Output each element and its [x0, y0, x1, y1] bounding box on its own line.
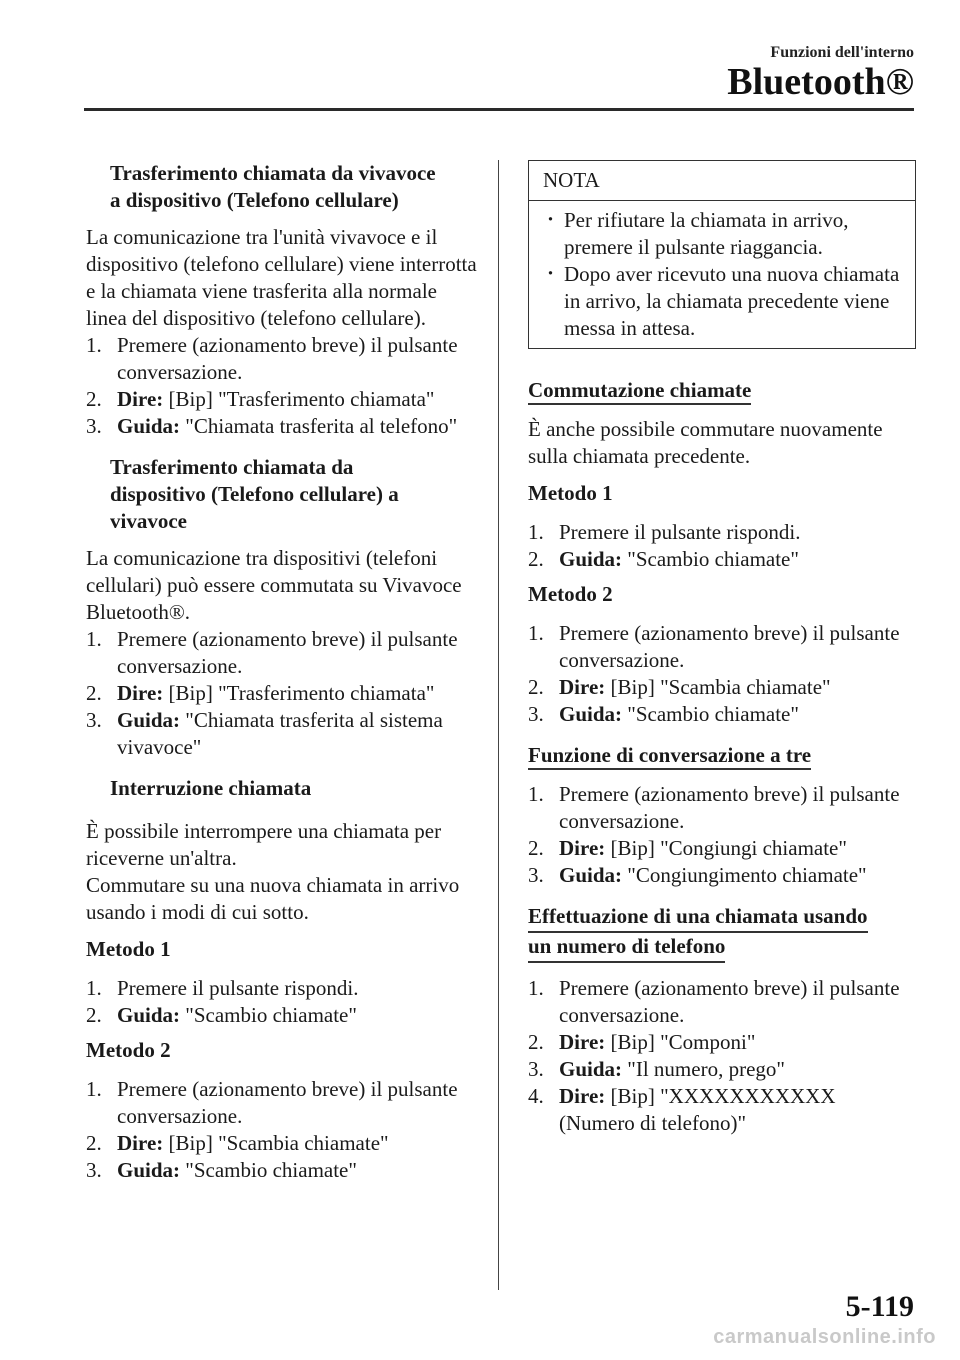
heading-three-way-call	[528, 742, 916, 769]
note-item	[543, 207, 901, 261]
step-number: 3.	[528, 863, 544, 887]
step-text: Premere (azionamento breve) il pulsante conversazione.	[117, 333, 458, 384]
section-title-line: a dispositivo (Telefono cellulare)	[110, 188, 399, 212]
step-text: "Scambio chiamate"	[180, 1158, 357, 1182]
step-text: Premere il pulsante rispondi.	[559, 520, 801, 544]
step-text: Premere (azionamento breve) il pulsante conversazione.	[559, 621, 900, 672]
list-item	[528, 1029, 916, 1056]
step-text: Premere (azionamento breve) il pulsante conversazione.	[559, 782, 900, 833]
method-label: Metodo 2	[528, 582, 613, 606]
list-item	[86, 386, 478, 413]
step-text: [Bip] "Scambia chiamate"	[605, 675, 831, 699]
header-title: Bluetooth®	[727, 61, 914, 103]
note-item	[543, 261, 901, 342]
section-title-line: Trasferimento chiamata da vivavoce	[110, 161, 436, 185]
step-text: [Bip] "Congiungi chiamate"	[605, 836, 847, 860]
step-keyword: Dire:	[117, 681, 164, 705]
step-list	[528, 519, 916, 573]
paragraph: È possibile interrompere una chiamata per riceverne un'altra.	[86, 819, 442, 870]
step-keyword: Dire:	[117, 387, 164, 411]
step-text: Premere (azionamento breve) il pulsante conversazione.	[559, 976, 900, 1027]
step-number: 1.	[86, 627, 102, 651]
list-item	[86, 975, 478, 1002]
step-keyword: Dire:	[559, 836, 606, 860]
list-item	[86, 680, 478, 707]
step-number: 4.	[528, 1084, 544, 1108]
step-list	[86, 1076, 478, 1184]
list-item	[528, 620, 916, 674]
step-text: [Bip] "Trasferimento chiamata"	[163, 681, 435, 705]
note-body	[529, 201, 915, 348]
list-item	[528, 701, 916, 728]
section-title-line: Trasferimento chiamata da	[110, 455, 354, 479]
list-item	[528, 519, 916, 546]
step-number: 3.	[528, 702, 544, 726]
step-text: Premere (azionamento breve) il pulsante conversazione.	[117, 627, 458, 678]
header-section-label: Funzioni dell'interno	[770, 44, 914, 61]
list-item	[528, 674, 916, 701]
column-divider	[498, 160, 499, 1290]
step-keyword: Guida:	[117, 1003, 181, 1027]
step-list	[528, 620, 916, 728]
heading-text: Effettuazione di una chiamata usando	[528, 903, 868, 933]
list-item	[86, 626, 478, 680]
step-number: 2.	[86, 681, 102, 705]
watermark: carmanualsonline.info	[713, 1326, 936, 1348]
heading-text: Commutazione chiamate	[528, 378, 751, 405]
right-column	[528, 160, 916, 1145]
step-text: "Scambio chiamate"	[622, 702, 799, 726]
list-item	[528, 1056, 916, 1083]
step-keyword: Guida:	[559, 702, 623, 726]
step-number: 1.	[86, 1077, 102, 1101]
heading-text: Funzione di conversazione a tre	[528, 743, 811, 770]
method-label: Metodo 1	[528, 481, 613, 505]
method-label: Metodo 1	[86, 937, 171, 961]
step-number: 3.	[86, 1158, 102, 1182]
step-list	[528, 781, 916, 889]
step-text: Premere (azionamento breve) il pulsante conversazione.	[117, 1077, 458, 1128]
bullet-icon: ·	[547, 261, 555, 285]
step-keyword: Dire:	[559, 1084, 606, 1108]
step-number: 1.	[528, 621, 544, 645]
header-rule	[84, 108, 914, 111]
heading-dial-number	[528, 903, 916, 963]
step-number: 3.	[528, 1057, 544, 1081]
step-text: [Bip] "Scambia chiamate"	[163, 1131, 389, 1155]
step-number: 2.	[528, 675, 544, 699]
list-item	[86, 413, 478, 440]
step-text: "Scambio chiamate"	[180, 1003, 357, 1027]
note-item-text: Per rifiutare la chiamata in arrivo, premere il pulsante riaggancia.	[564, 208, 849, 259]
step-keyword: Guida:	[117, 708, 181, 732]
step-number: 1.	[528, 782, 544, 806]
step-text: "Congiungimento chiamate"	[622, 863, 867, 887]
bullet-icon: ·	[547, 207, 555, 231]
step-text: [Bip] "Trasferimento chiamata"	[163, 387, 435, 411]
step-keyword: Guida:	[117, 1158, 181, 1182]
list-item	[528, 546, 916, 573]
list-item	[86, 1130, 478, 1157]
section-title-line: dispositivo (Telefono cellulare) a	[110, 482, 399, 506]
left-column	[86, 160, 478, 1192]
step-text: "Chiamata trasferita al sistema vivavoce"	[117, 708, 443, 759]
list-item	[86, 707, 478, 761]
step-keyword: Dire:	[117, 1131, 164, 1155]
section-title-line: vivavoce	[110, 509, 187, 533]
list-item	[528, 862, 916, 889]
step-number: 2.	[86, 387, 102, 411]
list-item	[528, 975, 916, 1029]
step-text: [Bip] "XXXXXXXXXXX (Numero di telefono)"	[559, 1084, 836, 1135]
step-number: 2.	[86, 1131, 102, 1155]
list-item	[528, 781, 916, 835]
step-text: "Scambio chiamate"	[622, 547, 799, 571]
step-number: 2.	[528, 547, 544, 571]
section-title-call-interruption: Interruzione chiamata	[110, 776, 312, 800]
step-keyword: Guida:	[559, 863, 623, 887]
step-text: "Il numero, prego"	[622, 1057, 785, 1081]
paragraph: La comunicazione tra l'unità vivavoce e il dispositivo (telefono cellulare) viene interrotta e la chiamata viene trasferita alla normale linea del dispositivo (telefono cellulare).	[86, 225, 477, 330]
step-keyword: Guida:	[559, 1057, 623, 1081]
paragraph: È anche possibile commutare nuovamente sulla chiamata precedente.	[528, 417, 883, 468]
step-number: 1.	[528, 520, 544, 544]
step-number: 1.	[86, 333, 102, 357]
note-label: NOTA	[529, 161, 915, 201]
note-box	[528, 160, 916, 349]
note-item-text: Dopo aver ricevuto una nuova chiamata in arrivo, la chiamata precedente viene messa in attesa.	[564, 262, 900, 340]
step-text: Premere il pulsante rispondi.	[117, 976, 359, 1000]
step-number: 3.	[86, 414, 102, 438]
step-number: 3.	[86, 708, 102, 732]
heading-text: un numero di telefono	[528, 933, 725, 963]
method-label: Metodo 2	[86, 1038, 171, 1062]
step-text: "Chiamata trasferita al telefono"	[180, 414, 458, 438]
step-number: 1.	[86, 976, 102, 1000]
step-keyword: Guida:	[559, 547, 623, 571]
step-list	[86, 332, 478, 440]
step-text: [Bip] "Componi"	[605, 1030, 756, 1054]
paragraph: Commutare su una nuova chiamata in arrivo usando i modi di cui sotto.	[86, 873, 460, 924]
step-number: 2.	[528, 1030, 544, 1054]
step-keyword: Guida:	[117, 414, 181, 438]
section-title-transfer-to-handsfree	[86, 454, 478, 535]
step-list	[86, 626, 478, 761]
list-item	[86, 332, 478, 386]
list-item	[86, 1002, 478, 1029]
list-item	[528, 835, 916, 862]
heading-call-switch	[528, 377, 916, 404]
paragraph: La comunicazione tra dispositivi (telefoni cellulari) può essere commutata su Vivavoce Bluetooth®.	[86, 546, 462, 624]
list-item	[86, 1076, 478, 1130]
step-keyword: Dire:	[559, 675, 606, 699]
list-item	[86, 1157, 478, 1184]
step-number: 2.	[528, 836, 544, 860]
page-number: 5-119	[845, 1290, 914, 1323]
step-number: 1.	[528, 976, 544, 1000]
section-title-transfer-to-phone	[86, 160, 478, 214]
list-item	[528, 1083, 916, 1137]
step-list	[528, 975, 916, 1137]
step-keyword: Dire:	[559, 1030, 606, 1054]
step-list	[86, 975, 478, 1029]
step-number: 2.	[86, 1003, 102, 1027]
